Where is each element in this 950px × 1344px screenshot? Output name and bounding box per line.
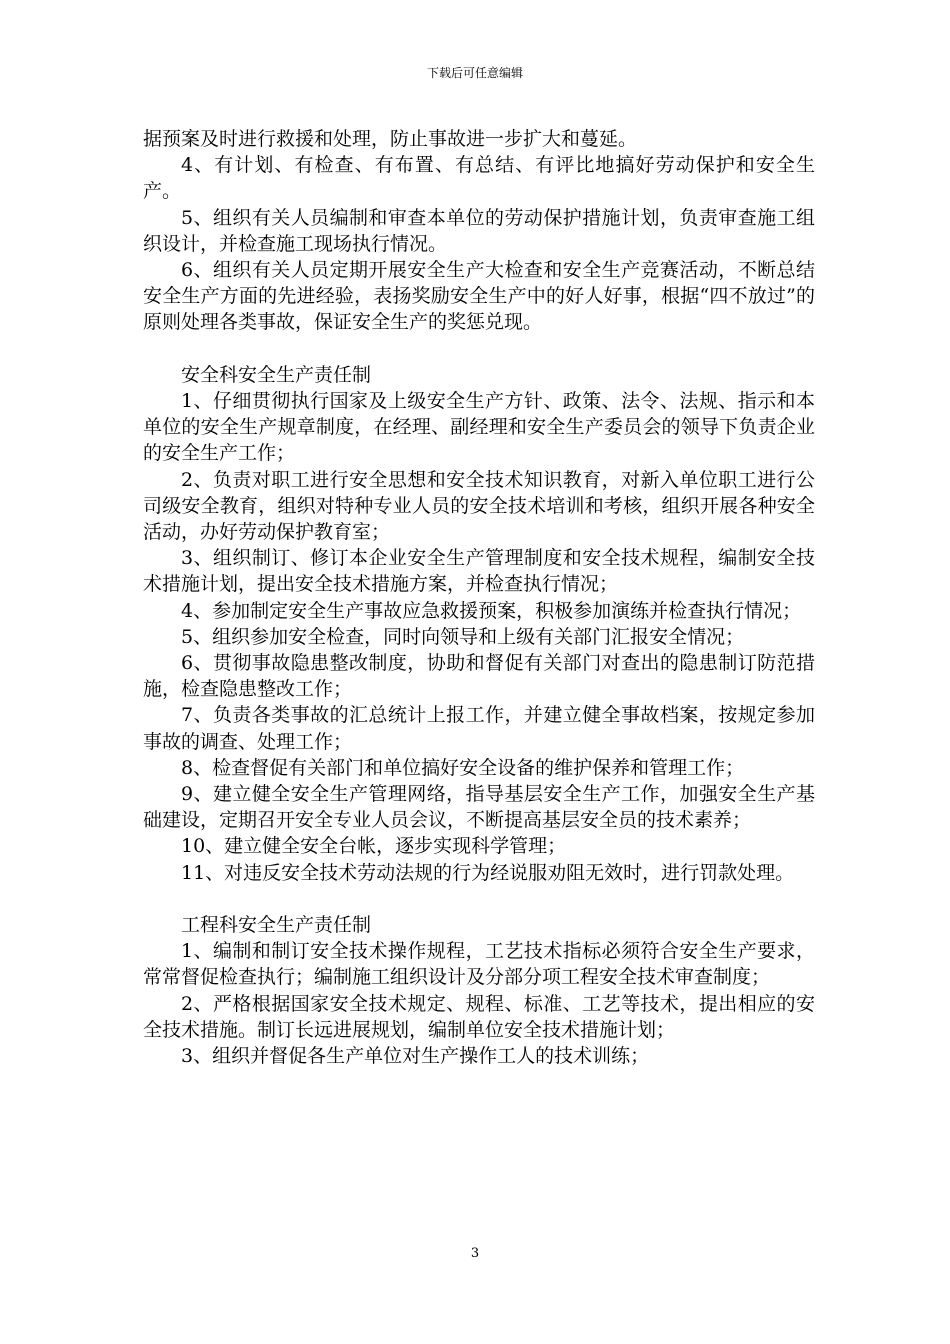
paragraph: 1、编制和制订安全技术操作规程，工艺技术指标必须符合安全生产要求，常常督促检查执行；编制施工组织设计及分部分项工程安全技术审查制度； — [143, 940, 815, 989]
paragraph: 6、贯彻事故隐患整改制度，协助和督促有关部门对查出的隐患制订防范措施，检查隐患整改工作； — [143, 652, 815, 701]
paragraph: 1、仔细贯彻执行国家及上级安全生产方针、政策、法令、法规、指示和本单位的安全生产规章制度，在经理、副经理和安全生产委员会的领导下负责企业的安全生产工作； — [143, 390, 815, 465]
paragraph: 5、组织有关人员编制和审查本单位的劳动保护措施计划，负责审查施工组织设计，并检查施工现场执行情况。 — [143, 206, 815, 255]
paragraph: 6、组织有关人员定期开展安全生产大检查和安全生产竞赛活动，不断总结安全生产方面的先进经验，表扬奖励安全生产中的好人好事，根据“四不放过”的原则处理各类事故，保证安全生产的奖惩兑现。 — [143, 259, 815, 334]
section-heading: 工程科安全生产责任制 — [181, 914, 372, 937]
paragraph: 4、有计划、有检查、有布置、有总结、有评比地搞好劳动保护和安全生产。 — [143, 154, 815, 203]
paragraph: 2、负责对职工进行安全思想和安全技术知识教育，对新入单位职工进行公司级安全教育，组织对特种专业人员的安全技术培训和考核，组织开展各种安全活动，办好劳动保护教育室； — [143, 468, 815, 544]
section-heading: 安全科安全生产责任制 — [181, 363, 372, 386]
paragraph: 10、建立健全安全台帐，逐步实现科学管理； — [181, 835, 567, 858]
paragraph: 3、组织并督促各生产单位对生产操作工人的技术训练； — [181, 1045, 650, 1068]
paragraph: 7、负责各类事故的汇总统计上报工作，并建立健全事故档案，按规定参加事故的调查、处理工作； — [143, 704, 815, 753]
paragraph: 8、检查督促有关部门和单位搞好安全设备的维护保养和管理工作； — [181, 756, 745, 779]
paragraph: 9、建立健全安全生产管理网络，指导基层安全生产工作，加强安全生产基础建设，定期召开安全专业人员会议，不断提高基层安全员的技术素养； — [143, 783, 815, 832]
paragraph: 3、组织制订、修订本企业安全生产管理制度和安全技术规程，编制安全技术措施计划，提出安全技术措施方案，并检查执行情况； — [143, 547, 815, 596]
page-number: 3 — [470, 1246, 480, 1261]
paragraph: 5、组织参加安全检查，同时向领导和上级有关部门汇报安全情况； — [181, 625, 745, 648]
paragraph: 4、参加制定安全生产事故应急救援预案，积极参加演练并检查执行情况； — [181, 599, 802, 622]
paragraph: 据预案及时进行救援和处理，防止事故进一步扩大和蔓延。 — [143, 128, 638, 150]
paragraph: 2、严格根据国家安全技术规定、规程、标准、工艺等技术，提出相应的安全技术措施。制订长远进展规划，编制单位安全技术措施计划； — [143, 992, 815, 1041]
paragraph: 11、对违反安全技术劳动法规的行为经说服劝阻无效时，进行罚款处理。 — [181, 861, 795, 884]
page-header: 下载后可任意编辑 — [426, 66, 523, 80]
document-body — [143, 126, 815, 1069]
